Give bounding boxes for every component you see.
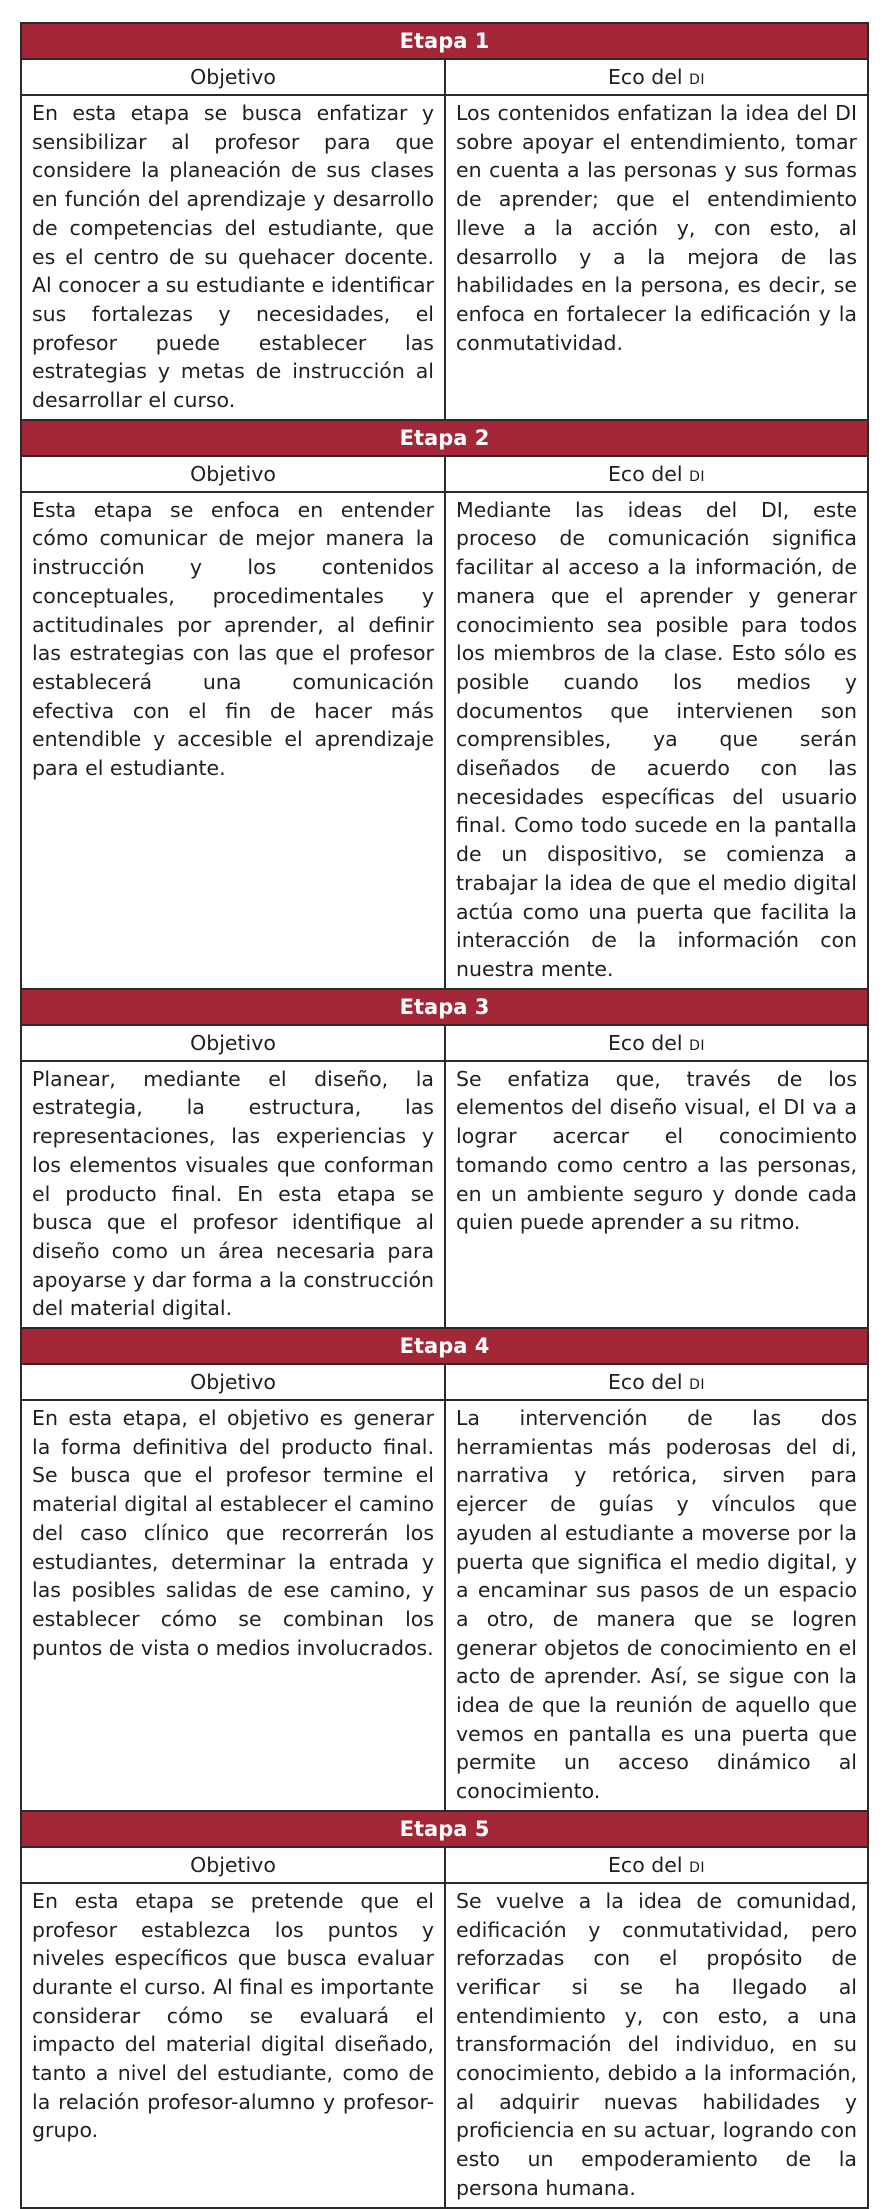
eco-text: La intervención de las dos herramientas más poderosas del di, narrativa y retórica, sirven para ejercer de guías y vínculos que ayuden al estudiante a moverse por la puerta que significa el medio digital, y a encaminar sus pasos de un espacio a otro, de manera que se logren generar objetos de conocimiento en el acto de aprender. Así, se sigue con la idea de que la reunión de aquello que vemos en pantalla es una puerta que permite un acceso dinámico al conocimiento. (456, 1406, 857, 1804)
di-abbr: di (689, 65, 706, 89)
stage-row-2 (21, 420, 868, 456)
objetivo-header: Objetivo (21, 59, 445, 95)
eco-header (445, 456, 868, 492)
stage-content-row (21, 492, 868, 989)
stage-content-row (21, 95, 868, 420)
eco-text: Se vuelve a la idea de comunidad, edificación y conmutatividad, pero reforzadas con el propósito de verificar si se ha llegado al entendimiento y, con esto, a una transformación del individuo, en su conocimiento, debido a la información, al adquirir nuevas habilidades y proficiencia en su actuar, logrando con esto un empoderamiento de la persona humana. (456, 1888, 857, 2200)
objetivo-cell (21, 1883, 445, 2208)
eco-cell (445, 1400, 868, 1811)
eco-header (445, 1364, 868, 1400)
eco-header-label: Eco del (607, 65, 690, 89)
column-header-row (21, 1364, 868, 1400)
objetivo-header: Objetivo (21, 1364, 445, 1400)
stage-row-1 (21, 23, 868, 59)
stages-table (20, 22, 869, 2209)
stage-row-5 (21, 1811, 868, 1847)
di-abbr: di (689, 1370, 706, 1395)
eco-header (445, 1025, 868, 1061)
stage-title: Etapa 4 (21, 1328, 868, 1364)
stage-title: Etapa 1 (21, 23, 868, 59)
eco-header-label: Eco del (607, 1030, 690, 1055)
objetivo-cell (21, 1061, 445, 1328)
objetivo-text: En esta etapa, el objetivo es generar la forma definitiva del producto final. Se busca que el profesor termine el material digital al establecer el camino del caso clínico que recorrerán los estudiantes, determinar la entrada y las posibles salidas de ese camino, y establecer cómo se combinan los puntos de vista o medios involucrados. (32, 1406, 434, 1660)
eco-header-label: Eco del (607, 1852, 690, 1877)
eco-text: Se enfatiza que, través de los elementos del diseño visual, el DI va a lograr acercar el conocimiento tomando como centro a las personas, en un ambiente seguro y donde cada quien puede aprender a su ritmo. (456, 1066, 857, 1235)
objetivo-cell (21, 1400, 445, 1811)
objetivo-cell (21, 95, 445, 420)
objetivo-text: En esta etapa se busca enfatizar y sensibilizar al profesor para que considere la planeación de sus clases en función del aprendizaje y desarrollo de competencias del estudiante, que es el centro de su quehacer docente. Al conocer a su estudiante e identificar sus fortalezas y necesidades, el profesor puede establecer las estrategias y metas de instrucción al desarrollar el curso. (32, 101, 434, 413)
eco-header (445, 1847, 868, 1883)
objetivo-header: Objetivo (21, 1847, 445, 1883)
column-header-row (21, 1025, 868, 1061)
eco-cell (445, 95, 868, 420)
eco-text: Los contenidos enfatizan la idea del DI sobre apoyar el entendimiento, tomar en cuenta a las personas y sus formas de aprender; que el entendimiento lleve a la acción y, con esto, al desarrollo y a la mejora de las habilidades en la persona, es decir, se enfoca en fortalecer la edificación y la conmutatividad. (456, 101, 857, 355)
stage-row-4 (21, 1328, 868, 1364)
stage-title: Etapa 5 (21, 1811, 868, 1847)
di-abbr: di (689, 1852, 706, 1877)
eco-text: Mediante las ideas del DI, este proceso de comunicación significa facilitar al acceso a la información, de manera que el aprender y generar conocimiento sea posible para todos los miembros de la clase. Esto sólo es posible cuando los medios y documentos que intervienen son comprensibles, ya que serán diseñados de acuerdo con las necesidades específicas del usuario final. Como todo sucede en la pantalla de un dispositivo, se comienza a trabajar la idea de que el medio digital actúa como una puerta que facilita la interacción de la información con nuestra mente. (456, 497, 857, 981)
column-header-row (21, 456, 868, 492)
eco-cell (445, 1061, 868, 1328)
di-abbr: di (689, 461, 706, 486)
objetivo-text: Esta etapa se enfoca en entender cómo comunicar de mejor manera la instrucción y los contenidos conceptuales, procedimentales y actitudinales por aprender, al definir las estrategias con las que el profesor establecerá una comunicación efectiva con el fin de hacer más entendible y accesible el aprendizaje para el estudiante. (32, 497, 434, 781)
stage-content-row (21, 1883, 868, 2208)
objetivo-cell (21, 492, 445, 989)
column-header-row (21, 59, 868, 95)
stage-content-row (21, 1061, 868, 1328)
eco-header-label: Eco del (607, 461, 690, 486)
objetivo-text: En esta etapa se pretende que el profesor establezca los puntos y niveles específicos que busca evaluar durante el curso. Al final es importante considerar cómo se evaluará el impacto del material digital diseñado, tanto a nivel del estudiante, como de la relación profesor-alumno y profesor-grupo. (32, 1888, 434, 2143)
column-header-row (21, 1847, 868, 1883)
eco-header (445, 59, 868, 95)
eco-cell (445, 1883, 868, 2208)
stage-content-row (21, 1400, 868, 1811)
stage-title: Etapa 2 (21, 420, 868, 456)
eco-cell (445, 492, 868, 989)
objetivo-header: Objetivo (21, 456, 445, 492)
stage-title: Etapa 3 (21, 989, 868, 1025)
objetivo-text: Planear, mediante el diseño, la estrategia, la estructura, las representaciones, las experiencias y los elementos visuales que conforman el producto final. En esta etapa se busca que el profesor identifique al diseño como un área necesaria para apoyarse y dar forma a la construcción del material digital. (32, 1066, 434, 1321)
di-abbr: di (689, 1030, 706, 1055)
stages-document (20, 22, 867, 2209)
stage-row-3 (21, 989, 868, 1025)
eco-header-label: Eco del (607, 1370, 690, 1395)
objetivo-header: Objetivo (21, 1025, 445, 1061)
